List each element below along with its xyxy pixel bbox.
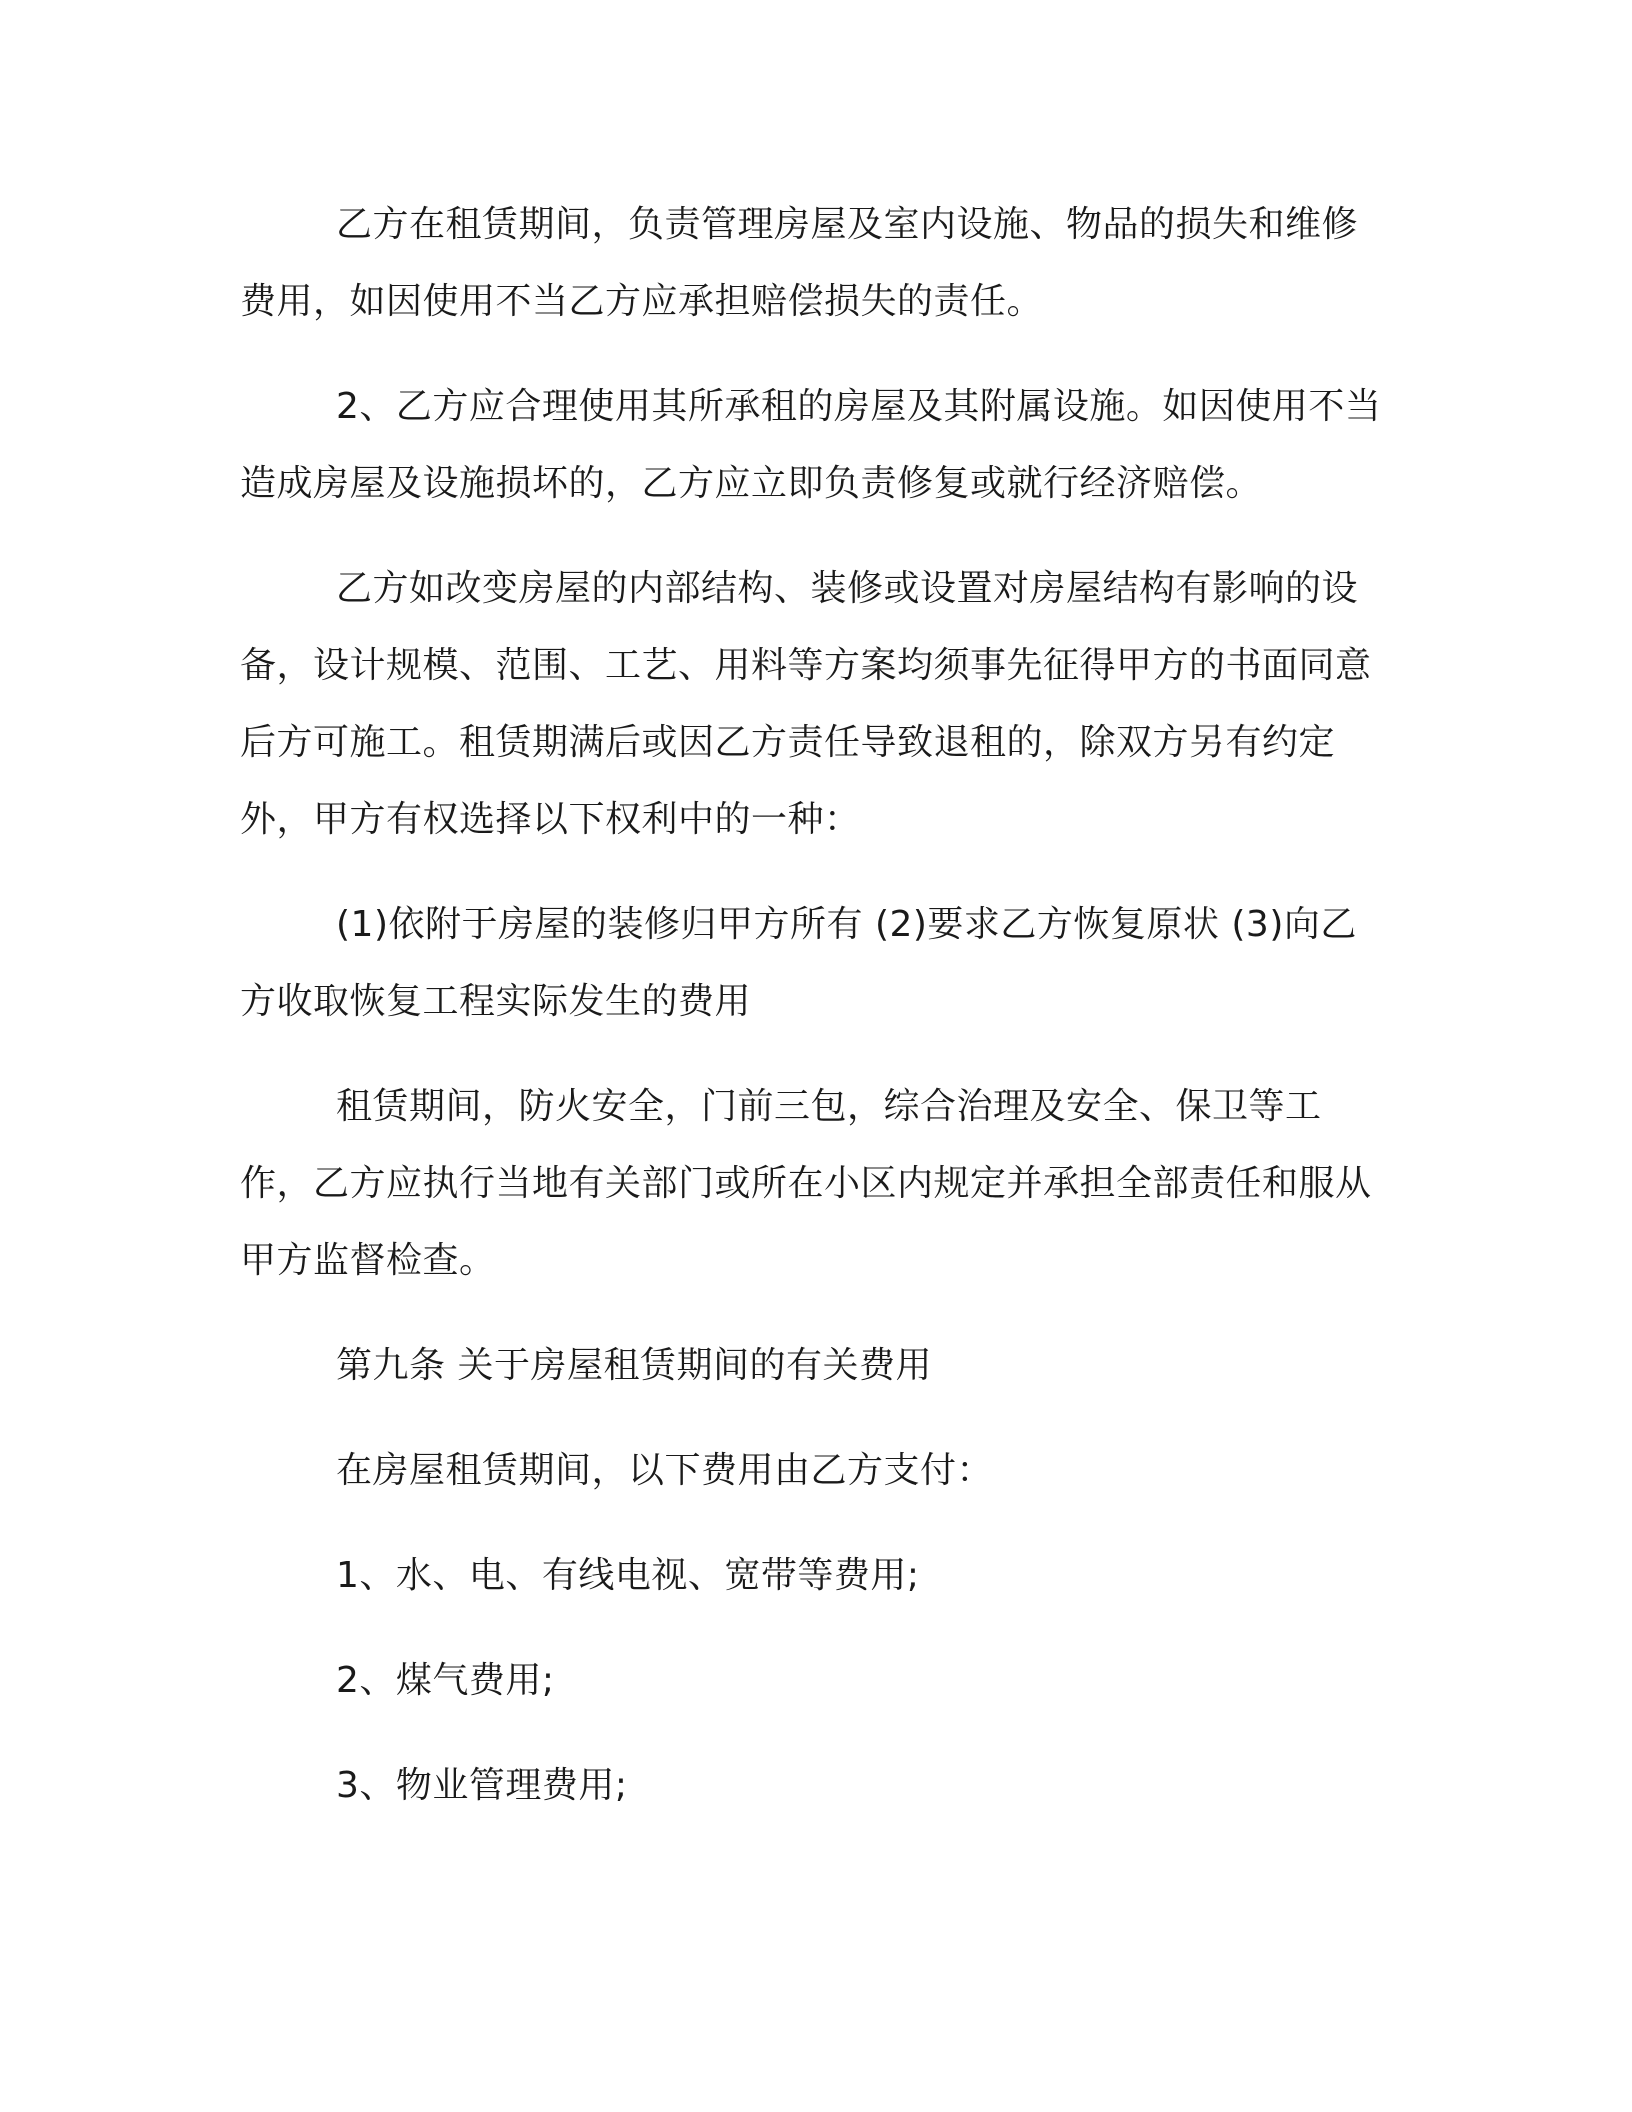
paragraph-renovation-consent: 乙方如改变房屋的内部结构、装修或设置对房屋结构有影响的设备，设计规模、范围、工艺、用料等方案均须事先征得甲方的书面同意后方可施工。租赁期满后或因乙方责任导致退租的，除双方另有约定外，甲方有权选择以下权利中的一种： [240,568,1372,840]
paragraph-fees-intro: 在房屋租赁期间，以下费用由乙方支付： [336,1450,994,1491]
paragraph-clause-2-proper-use: 2、乙方应合理使用其所承租的房屋及其附属设施。如因使用不当造成房屋及设施损坏的，乙方应立即负责修复或就行经济赔偿。 [240,386,1382,504]
list-item-gas: 2、煤气费用; [336,1660,555,1701]
paragraph-tenant-maintenance: 乙方在租赁期间，负责管理房屋及室内设施、物品的损失和维修费用，如因使用不当乙方应承担赔偿损失的责任。 [240,204,1359,322]
article-9-heading: 第九条 关于房屋租赁期间的有关费用 [336,1345,932,1386]
document-body [240,186,1390,1824]
list-item-utilities: 1、水、电、有线电视、宽带等费用; [336,1555,920,1596]
paragraph-renovation-options: (1)依附于房屋的装修归甲方所有 (2)要求乙方恢复原状 (3)向乙方收取恢复工程实际发生的费用 [240,904,1357,1022]
paragraph-safety-duties: 租赁期间，防火安全，门前三包，综合治理及安全、保卫等工作，乙方应执行当地有关部门或所在小区内规定并承担全部责任和服从甲方监督检查。 [240,1086,1372,1281]
list-item-property-management: 3、物业管理费用; [336,1765,628,1806]
